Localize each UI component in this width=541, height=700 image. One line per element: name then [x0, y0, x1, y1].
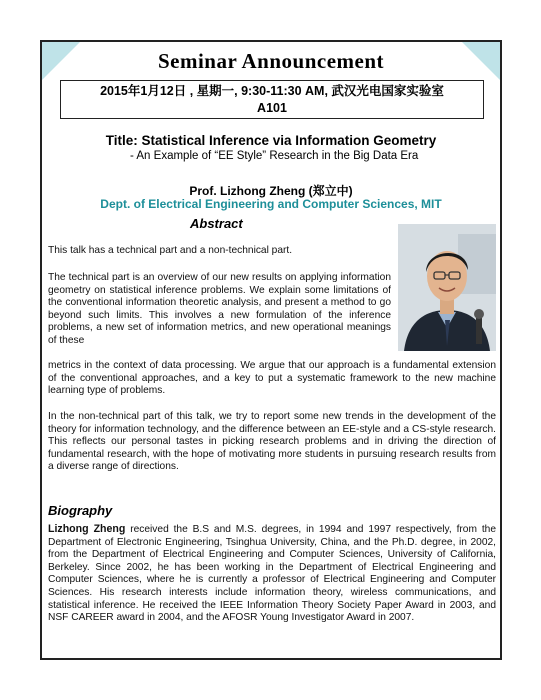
abstract-paragraph-1: This talk has a technical part and a non-technical part.	[48, 245, 293, 256]
biography-heading: Biography	[48, 503, 113, 518]
event-room: A101	[257, 101, 287, 115]
talk-title: Title: Statistical Inference via Information Geometry	[105, 133, 437, 148]
biography-name: Lizhong Zheng	[48, 523, 126, 535]
abstract-paragraph-3: In the non-technical part of this talk, we try to report some new trends in the development of the theory for information technology, and the difference between an EE-style and a CS-style research. This reflects our personal tastes in picking research problems and in driving the direction of fundamental research, with the hope of motivating more students in pursuing research results from a diverse range of directions.	[48, 411, 496, 473]
biography-text: received the B.S and M.S. degrees, in 1994 and 1997 respectively, from the Department of Electronic Engineering, Tsinghua University, China, and the Ph.D. degree, in 2002, from the Department of Electrical Engineering and Computer Sciences, University of California, Berkeley. Since 2002, he has been working in the Department of Electrical Engineering and Computer Sciences, where he is currently a professor of Electrical Engineering and Computer Sciences. His research interests include information theory, wireless communications, and statistical inference. He received the IEEE Information Theory Society Paper Award in 2003, and NSF CAREER award in 2004, and the AFOSR Young Investigator Award in 2007.	[48, 524, 496, 624]
abstract-paragraph-2-part-1: The technical part is an overview of our new results on applying information geometry on statistical inference problems. We explain some limitations of the conventional information theoretic analysis, and present a method to go beyond such limits. This involves a new formulation of the inference problems, a new set of information metrics, and new operational meanings of these	[48, 272, 391, 346]
event-date-line: 2015年1月12日 , 星期一, 9:30-11:30 AM, 武汉光电国家实验室	[100, 84, 444, 98]
announcement-frame	[40, 40, 502, 660]
portrait-illustration	[398, 224, 496, 351]
speaker-department: Dept. of Electrical Engineering and Computer Sciences, MIT	[100, 197, 442, 211]
talk-subtitle: - An Example of “EE Style” Research in the Big Data Era	[130, 150, 419, 162]
speaker-name: Prof. Lizhong Zheng (郑立中)	[189, 184, 353, 198]
biography-paragraph	[48, 523, 496, 625]
abstract-paragraph-2-part-2: metrics in the context of data processing. We argue that our approach is a fundamental extension of the conventional approaches, and a key to put a systematic framework to the new machine learning type of problems.	[48, 360, 496, 397]
event-info-box	[60, 80, 484, 119]
speaker-photo	[398, 224, 496, 351]
abstract-heading: Abstract	[190, 216, 243, 231]
page-title: Seminar Announcement	[157, 49, 385, 73]
